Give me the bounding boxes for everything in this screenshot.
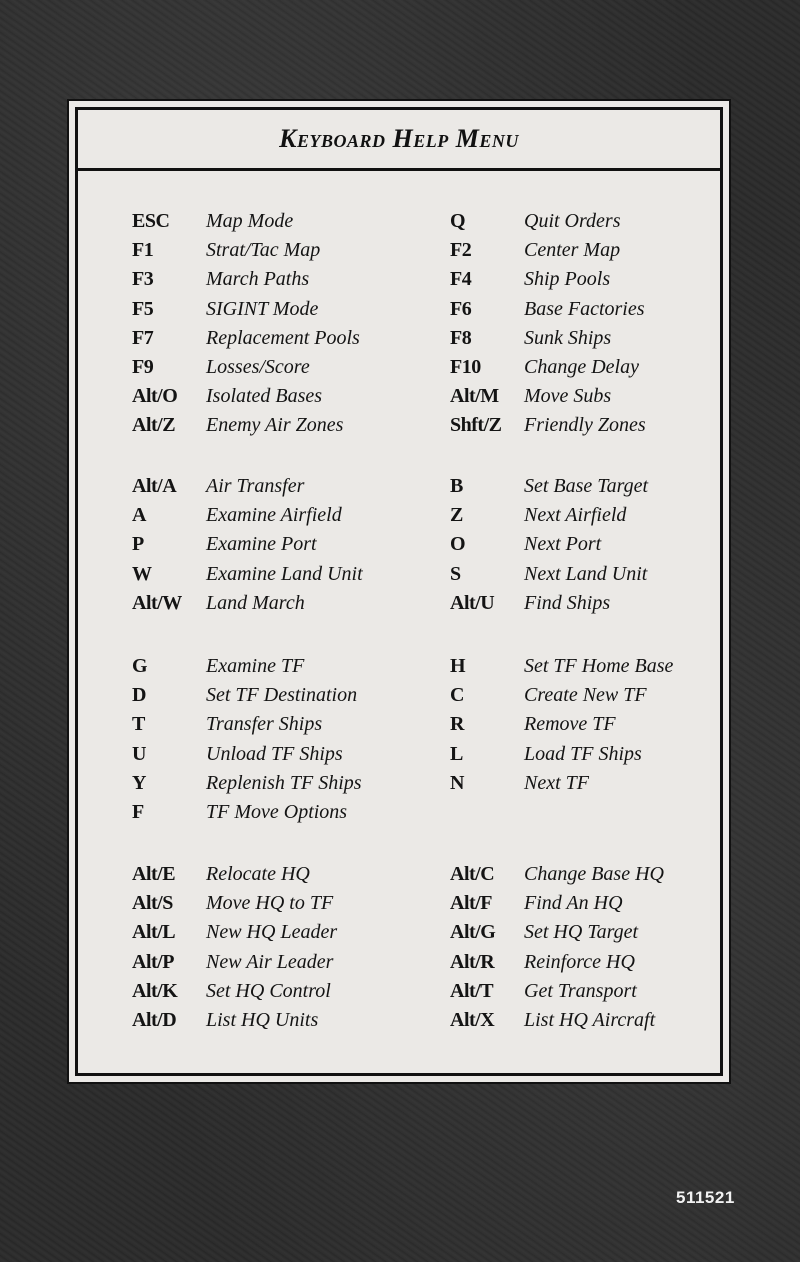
shortcut-action: SIGINT Mode (206, 297, 319, 320)
shortcut-action: Set TF Home Base (524, 655, 674, 677)
shortcut-action: Set Base Target (524, 475, 649, 497)
shortcut-action: Relocate HQ (206, 863, 310, 885)
shortcut-action: Next TF (524, 771, 589, 794)
shortcut-key: G (132, 655, 148, 677)
shortcut-key: F10 (450, 356, 481, 378)
title-bar (78, 110, 720, 171)
shortcut-action: Reinforce HQ (524, 950, 635, 973)
shortcut-key: N (450, 771, 464, 794)
shortcut-action: Land March (206, 591, 305, 614)
shortcut-key: Alt/K (132, 979, 178, 1002)
shortcut-key: Alt/O (132, 385, 178, 408)
shortcut-action: List HQ Aircraft (524, 1009, 656, 1031)
shortcut-action: Create New TF (524, 684, 647, 707)
shortcut-action: Sunk Ships (524, 326, 612, 349)
shortcut-action: Set TF Destination (206, 684, 358, 707)
shortcut-action: Next Airfield (524, 504, 627, 527)
shortcut-key: Q (450, 210, 466, 232)
shortcut-action: Friendly Zones (524, 414, 646, 437)
shortcut-action: Set HQ Target (524, 921, 639, 944)
help-card-frame (75, 107, 723, 1076)
shortcut-key: Alt/P (132, 950, 174, 973)
shortcut-key: U (132, 742, 146, 765)
shortcut-key: F3 (132, 268, 154, 291)
shortcut-key: A (132, 504, 146, 527)
shortcut-action: Move Subs (524, 385, 612, 408)
shortcut-action: TF Move Options (206, 801, 348, 823)
shortcut-key: F (132, 801, 144, 823)
shortcut-action: Strat/Tac Map (206, 239, 321, 262)
shortcut-key: Alt/D (132, 1009, 177, 1031)
shortcut-action: Examine Land Unit (206, 562, 363, 585)
shortcut-key: Alt/U (450, 591, 495, 614)
shortcut-action: Find An HQ (524, 892, 623, 915)
shortcut-action: Enemy Air Zones (206, 414, 344, 437)
shortcut-action: Examine Port (206, 533, 317, 556)
shortcut-key: Alt/M (450, 385, 499, 408)
shortcut-action: Losses/Score (206, 356, 310, 378)
shortcut-action: Replenish TF Ships (206, 771, 362, 794)
shortcut-key: Alt/L (132, 921, 176, 944)
shortcut-key: Shft/Z (450, 414, 502, 437)
shortcut-action: Find Ships (524, 591, 611, 614)
shortcut-action: Center Map (524, 239, 621, 262)
shortcut-key: B (450, 475, 463, 497)
shortcut-key: Alt/X (450, 1009, 495, 1031)
shortcut-action: Base Factories (524, 297, 645, 320)
shortcut-action: Quit Orders (524, 210, 621, 232)
shortcut-action: Isolated Bases (206, 385, 323, 408)
shortcut-action: Map Mode (206, 210, 294, 232)
shortcut-action: Next Land Unit (524, 562, 648, 585)
shortcut-key: C (450, 684, 464, 707)
shortcut-key: F1 (132, 239, 154, 262)
shortcut-action: Examine TF (206, 655, 305, 677)
shortcut-action: Change Delay (524, 356, 639, 378)
shortcut-key: F7 (132, 326, 154, 349)
shortcut-key: Z (450, 504, 463, 527)
shortcut-action: Change Base HQ (524, 863, 664, 885)
shortcut-action: New HQ Leader (206, 921, 338, 944)
shortcut-key: Alt/A (132, 475, 177, 497)
shortcut-action: Set HQ Control (206, 979, 331, 1002)
help-card (67, 99, 731, 1084)
shortcut-key: ESC (132, 210, 170, 232)
shortcut-action: List HQ Units (206, 1009, 319, 1031)
shortcut-key: F2 (450, 239, 472, 262)
shortcut-key: Alt/E (132, 863, 176, 885)
shortcut-key: H (450, 655, 466, 677)
shortcut-action: March Paths (206, 268, 310, 291)
shortcut-key: Alt/F (450, 892, 492, 915)
shortcut-action: Next Port (524, 533, 602, 556)
shortcut-key: D (132, 684, 146, 707)
shortcut-key: Alt/R (450, 950, 495, 973)
shortcut-action: Remove TF (524, 713, 616, 736)
shortcut-key: F8 (450, 326, 472, 349)
shortcut-key: Alt/G (450, 921, 496, 944)
shortcut-action: Air Transfer (206, 475, 305, 497)
shortcut-key: O (450, 533, 466, 556)
shortcut-key: Y (132, 771, 146, 794)
shortcut-key: P (132, 533, 144, 556)
shortcut-key: T (132, 713, 145, 736)
shortcut-key: L (450, 742, 463, 765)
shortcut-action: New Air Leader (206, 950, 334, 973)
shortcut-key: F4 (450, 268, 472, 291)
shortcut-key: S (450, 562, 461, 585)
shortcut-action: Load TF Ships (524, 742, 642, 765)
shortcut-action: Unload TF Ships (206, 742, 343, 765)
shortcut-key: F6 (450, 297, 472, 320)
shortcut-key: F5 (132, 297, 154, 320)
shortcut-key: Alt/C (450, 863, 495, 885)
shortcut-key: W (132, 562, 152, 585)
shortcut-action: Replacement Pools (206, 326, 360, 349)
shortcut-action: Transfer Ships (206, 713, 323, 736)
shortcut-key: Alt/T (450, 979, 494, 1002)
catalog-number: 511521 (676, 1188, 735, 1207)
page-title: Keyboard Help Menu (279, 124, 519, 153)
shortcut-key: Alt/Z (132, 414, 176, 437)
shortcut-key: Alt/S (132, 892, 173, 915)
shortcut-action: Move HQ to TF (206, 892, 334, 915)
shortcut-key: Alt/W (132, 591, 182, 614)
shortcut-action: Examine Airfield (206, 504, 342, 527)
shortcut-action: Ship Pools (524, 268, 611, 291)
shortcut-action: Get Transport (524, 979, 637, 1002)
shortcut-key: F9 (132, 356, 154, 378)
shortcut-key: R (450, 713, 464, 736)
